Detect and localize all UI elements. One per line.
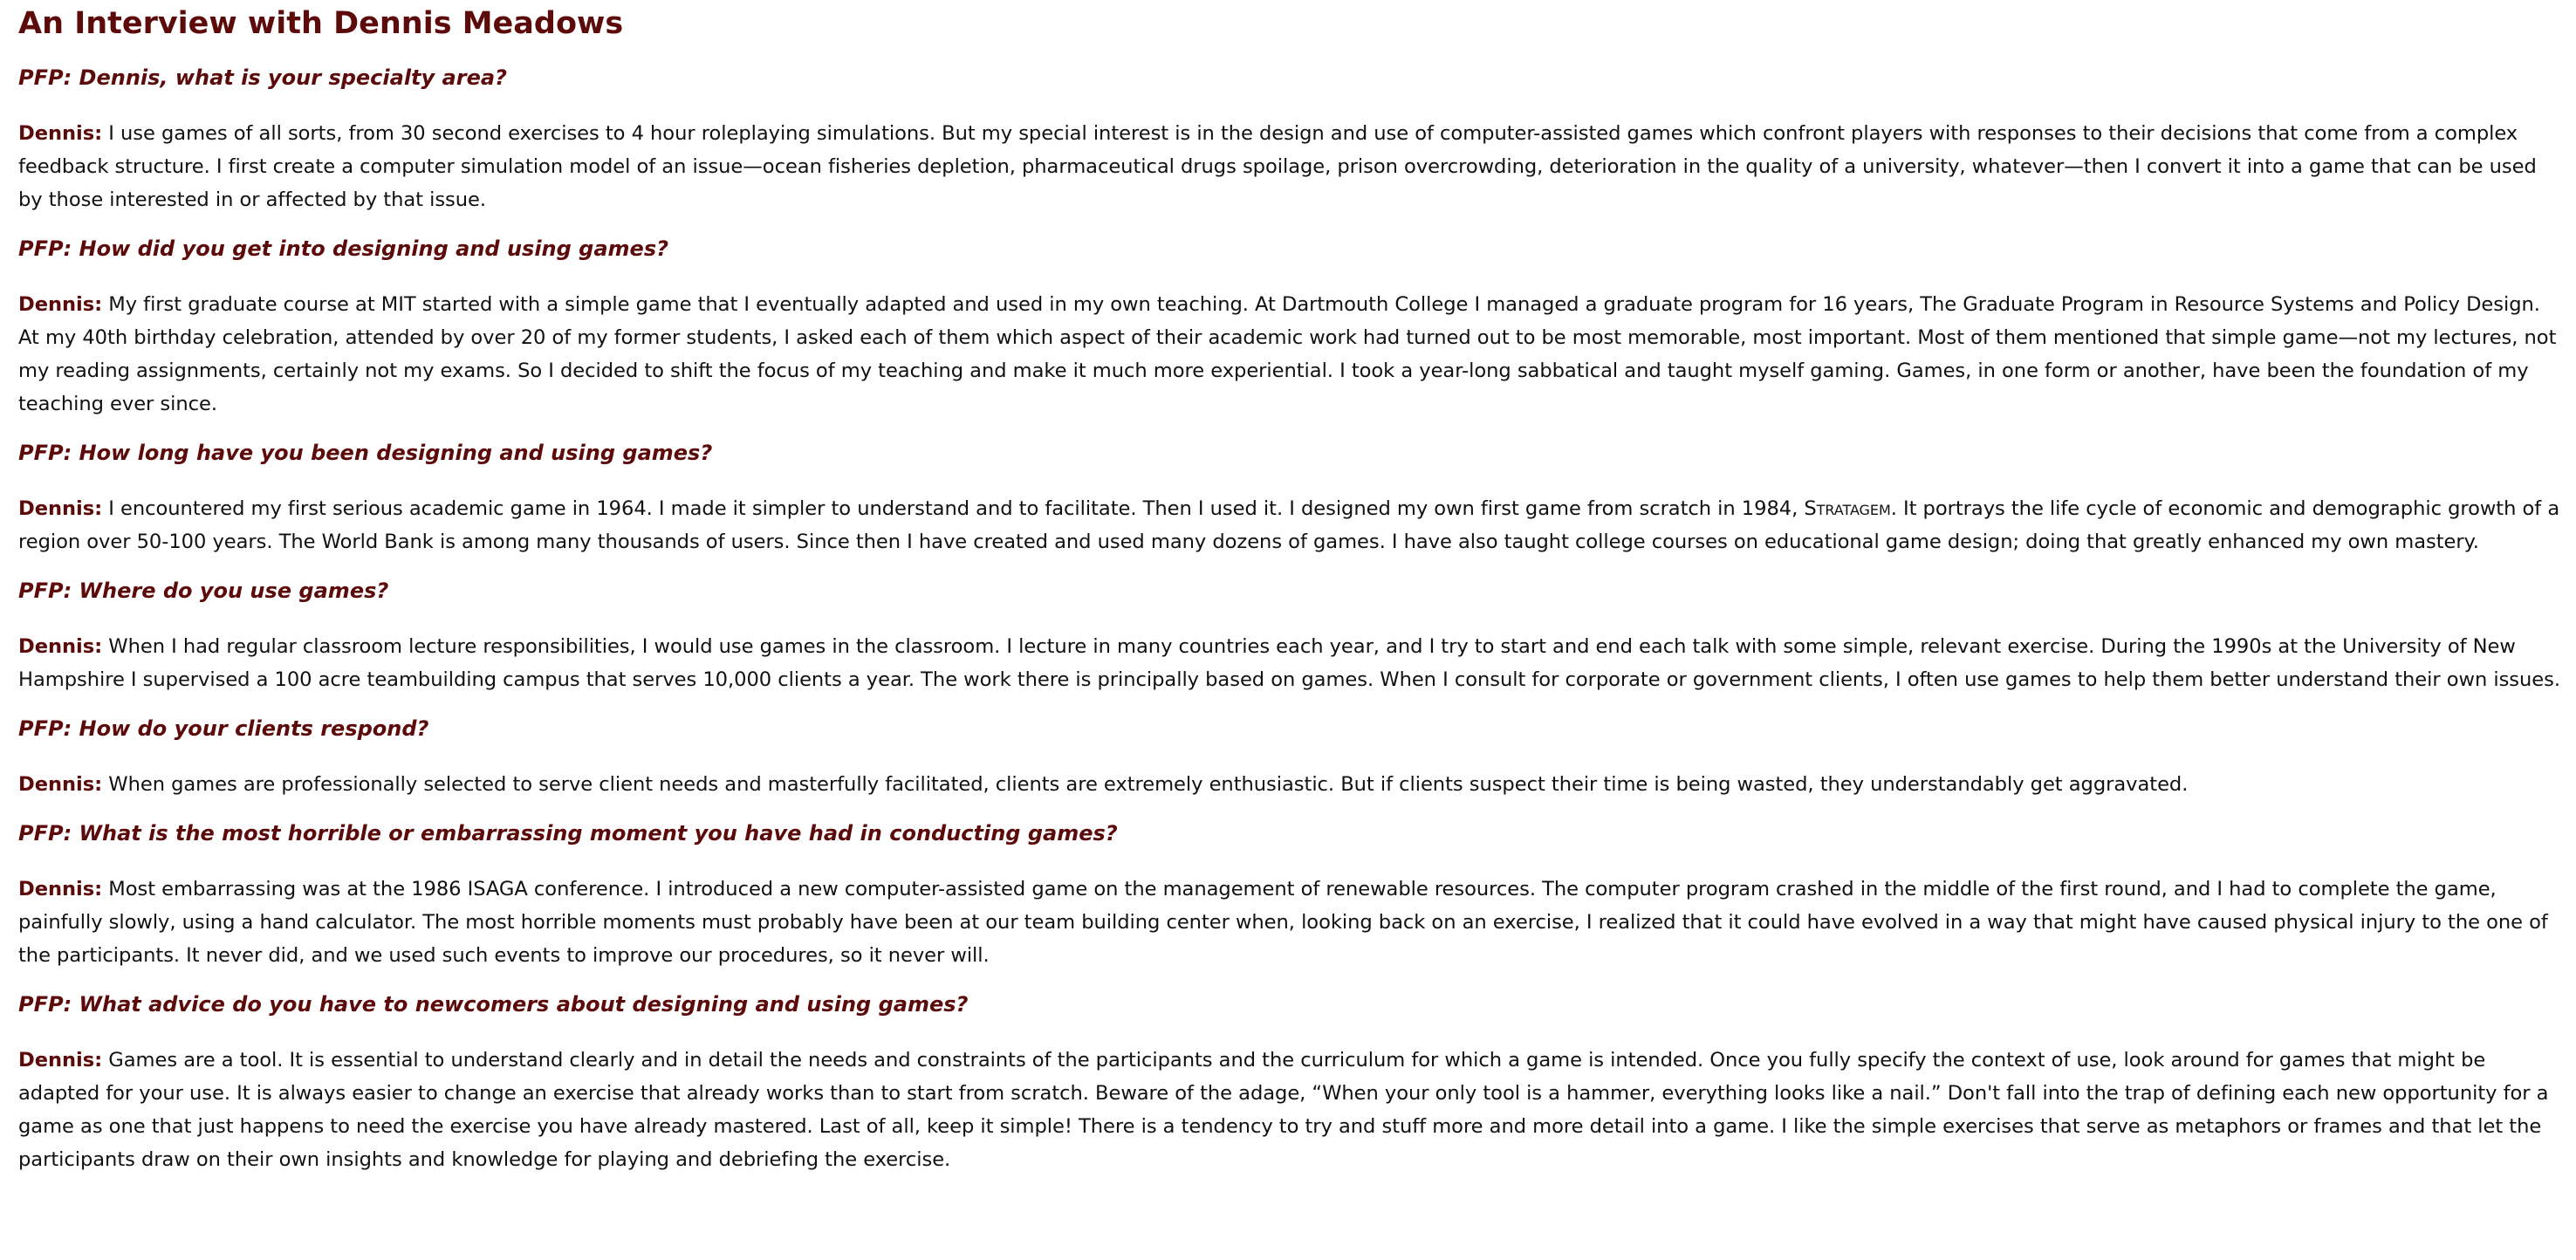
answer <box>18 492 2564 558</box>
page-title: An Interview with Dennis Meadows <box>18 6 624 41</box>
question: PFP: How did you get into designing and using games? <box>18 236 669 261</box>
answer-text: Games are a tool. It is essential to understand clearly and in detail the needs and constraints of the participants and the curriculum for which a game is intended. Once you fully specify the context of use, look around for games that might be adapted for your use. It is always easier to change an exercise that already works than to start from scratch. Beware of the adage, “When your only tool is a hammer, everything looks like a nail.” Don't fall into the trap of defining each new opportunity for a game as one that just happens to need the exercise you have already mastered. Last of all, keep it simple! There is a tendency to try and stuff more and more detail into a game. I like the simple exercises that serve as metaphors or frames and that let the participants draw on their own insights and knowledge for playing and debriefing the exercise. <box>18 1049 2549 1171</box>
answer <box>18 288 2564 421</box>
answer-text: When I had regular classroom lecture responsibilities, I would use games in the classroom. I lecture in many countries each year, and I try to start and end each talk with some simple, relevant exercise. During the 1990s at the University of New Hampshire I supervised a 100 acre teambuilding campus that serves 10,000 clients a year. The work there is principally based on games. When I consult for corporate or government clients, I often use games to help them better understand their own issues. <box>18 635 2560 691</box>
speaker-label: Dennis: <box>18 635 103 658</box>
answer-text: Most embarrassing was at the 1986 ISAGA conference. I introduced a new computer-assisted game on the management of renewable resources. The computer program crashed in the middle of the first round, and I had to complete the game, painfully slowly, using a hand calculator. The most horrible moments must probably have been at our team building center when, looking back on an exercise, I realized that it could have evolved in a way that might have caused physical injury to the one of the participants. It never did, and we used such events to improve our procedures, so it never will. <box>18 878 2548 967</box>
speaker-label: Dennis: <box>18 122 103 145</box>
question: PFP: What is the most horrible or embarrassing moment you have had in conducting games? <box>18 821 1118 846</box>
question: PFP: Dennis, what is your specialty area? <box>18 65 507 90</box>
answer-text: I use games of all sorts, from 30 second exercises to 4 hour roleplaying simulations. But my special interest is in the design and use of computer-assisted games which confront players with responses to their decisions that come from a complex feedback structure. I first create a computer simulation model of an issue—ocean fisheries depletion, pharmaceutical drugs spoilage, prison overcrowding, deterioration in the quality of a university, whatever—then I convert it into a game that can be used by those interested in or affected by that issue. <box>18 122 2537 211</box>
question: PFP: How long have you been designing and using games? <box>18 441 713 465</box>
answer-text: When games are professionally selected to serve client needs and masterfully facilitated, clients are extremely enthusiastic. But if clients suspect their time is being wasted, they understandably get aggravated. <box>108 773 2189 796</box>
answer <box>18 873 2564 972</box>
question: PFP: What advice do you have to newcomers about designing and using games? <box>18 992 969 1017</box>
answer <box>18 1044 2564 1176</box>
question: PFP: Where do you use games? <box>18 579 389 603</box>
answer <box>18 768 2564 801</box>
answer <box>18 117 2564 216</box>
speaker-label: Dennis: <box>18 878 103 900</box>
speaker-label: Dennis: <box>18 1049 103 1072</box>
qa-block-embarrassing <box>18 817 2564 972</box>
speaker-label: Dennis: <box>18 293 103 316</box>
qa-block-clients <box>18 712 2564 801</box>
speaker-label: Dennis: <box>18 497 103 520</box>
qa-block-getting-into-games <box>18 232 2564 421</box>
answer-text-before: I encountered my first serious academic game in 1964. I made it simpler to understand and to facilitate. Then I used it. I designed my own first game from scratch in 1984, <box>108 497 1805 520</box>
answer <box>18 630 2564 696</box>
qa-block-advice <box>18 988 2564 1176</box>
game-title-stratagem: Stratagem <box>1804 497 1891 520</box>
answer-text-after: . It portrays the life cycle of economic and demographic growth of a region over 50-100 years. The World Bank is among many thousands of users. Since then I have created and used many dozens of games. I have also taught college courses on educational game design; doing that greatly enhanced my own mastery. <box>18 497 2560 553</box>
qa-block-how-long <box>18 436 2564 558</box>
question: PFP: How do your clients respond? <box>18 716 429 741</box>
speaker-label: Dennis: <box>18 773 103 796</box>
qa-block-where <box>18 574 2564 696</box>
answer-text: My first graduate course at MIT started with a simple game that I eventually adapted and used in my own teaching. At Dartmouth College I managed a graduate program for 16 years, The Graduate Program in Resource Systems and Policy Design. At my 40th birthday celebration, attended by over 20 of my former students, I asked each of them which aspect of their academic work had turned out to be most memorable, most important. Most of them mentioned that simple game—not my lectures, not my reading assignments, certainly not my exams. So I decided to shift the focus of my teaching and make it much more experiential. I took a year-long sabbatical and taught myself gaming. Games, in one form or another, have been the foundation of my teaching ever since. <box>18 293 2557 415</box>
qa-block-specialty <box>18 61 2564 216</box>
